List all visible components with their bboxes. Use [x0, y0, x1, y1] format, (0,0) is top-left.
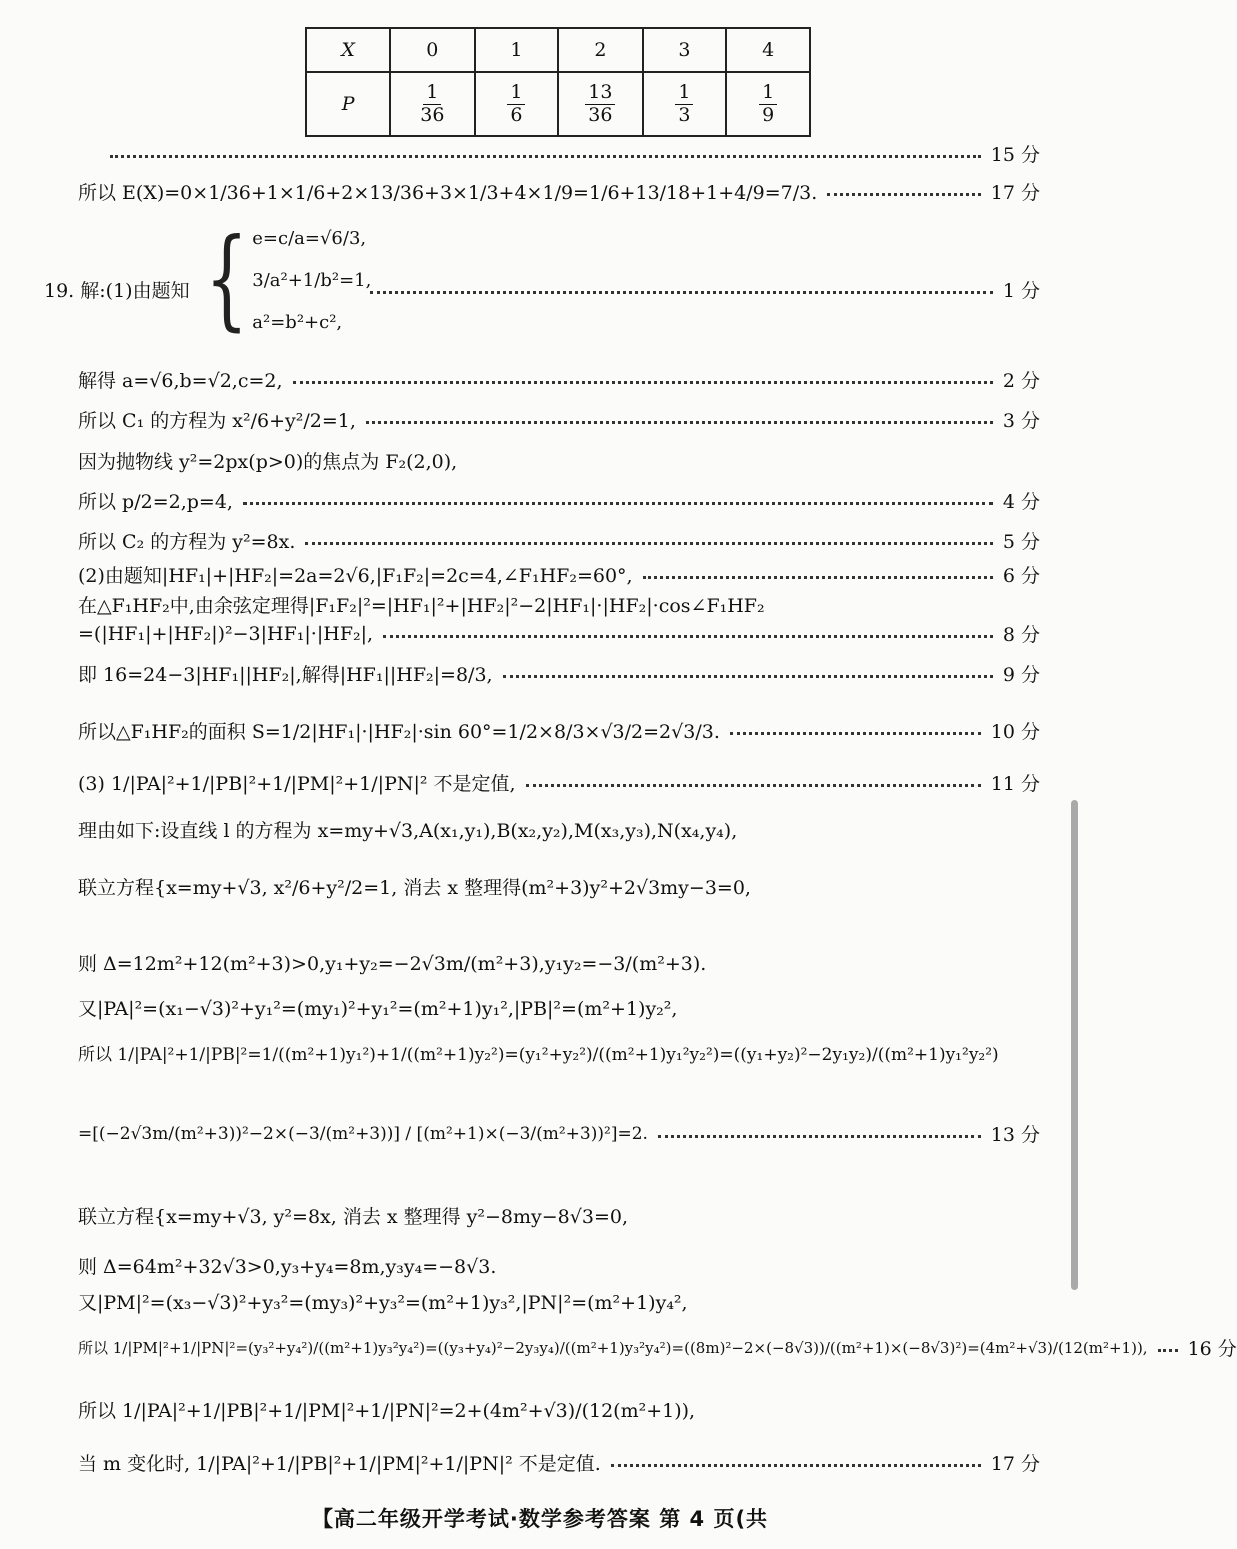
solution-line [78, 620, 1040, 647]
leader-dots [611, 1464, 981, 1467]
leader-dots [243, 502, 993, 505]
solution-line [78, 873, 1040, 900]
solution-line [360, 276, 1040, 303]
leader-dots [1158, 1349, 1178, 1352]
line-text: 解得 a=√6,b=√2,c=2, [78, 370, 283, 392]
table-cell [390, 72, 474, 136]
line-text: =(|HF₁|+|HF₂|)²−3|HF₁|·|HF₂|, [78, 622, 374, 645]
leader-dots [503, 675, 993, 678]
solution-line [78, 1202, 1040, 1229]
solution-line [78, 994, 1040, 1021]
line-text: 所以 C₂ 的方程为 y²=8x. [78, 531, 296, 553]
table-row [306, 72, 810, 136]
score-label: 10 分 [990, 721, 1040, 743]
solution-line [78, 1120, 1040, 1147]
line-text: 所以 C₁ 的方程为 x²/6+y²/2=1, [78, 410, 356, 432]
line-text: 又|PM|²=(x₃−√3)²+y₃²=(my₃)²+y₃²=(m²+1)y₃²,|PN|²=(m²+1)y₄², [78, 1292, 688, 1314]
line-text: 即 16=24−3|HF₁||HF₂|,解得|HF₁||HF₂|=8/3, [78, 664, 493, 686]
frac-num: 1 [507, 83, 525, 105]
line-text: 所以 1/|PM|²+1/|PN|²=(y₃²+y₄²)/((m²+1)y₃²y₄²)=((y₃+y₄)²−2y₃y₄)/((m²+1)y₃²y₄²)=((8m)²−2×(−8√3))/((m²+1)×(−8√3)²)=(4m²+√3)/(12(m²+1)), [78, 1339, 1148, 1357]
frac-den: 3 [678, 103, 691, 126]
leader-dots [370, 291, 993, 294]
score-label: 9 分 [1002, 664, 1040, 686]
score-label: 16 分 [1187, 1338, 1237, 1360]
solution-line [78, 816, 1040, 843]
solution-line [78, 1449, 1040, 1476]
score-label: 6 分 [1002, 565, 1040, 587]
solution-line [78, 591, 1040, 618]
frac-den: 36 [420, 103, 445, 126]
frac-num: 1 [423, 83, 441, 105]
solution-line [78, 487, 1040, 514]
line-text: 当 m 变化时, 1/|PA|²+1/|PB|²+1/|PM|²+1/|PN|² 不是定值. [78, 1453, 601, 1475]
solution-line [78, 717, 1040, 744]
score-label: 17 分 [990, 1453, 1040, 1475]
frac-den: 9 [762, 103, 775, 126]
line-text: 所以 E(X)=0×1/36+1×1/6+2×13/36+3×1/3+4×1/9=1/6+13/18+1+4/9=7/3. [78, 182, 818, 204]
leader-dots [383, 635, 993, 638]
line-text: 则 Δ=12m²+12(m²+3)>0,y₁+y₂=−2√3m/(m²+3),y₁y₂=−3/(m²+3). [78, 953, 707, 975]
line-text: 又|PA|²=(x₁−√3)²+y₁²=(my₁)²+y₁²=(m²+1)y₁²,|PB|²=(m²+1)y₂², [78, 998, 678, 1020]
score-label: 15 分 [990, 144, 1040, 166]
table-cell: 0 [390, 28, 474, 72]
table-cell [475, 72, 559, 136]
score-label: 3 分 [1002, 410, 1040, 432]
system-eq: e=c/a=√6/3, [252, 228, 367, 249]
equation-system [205, 218, 371, 344]
system-eq: a²=b²+c², [252, 312, 343, 333]
solution-line [78, 447, 1040, 474]
frac-num: 13 [585, 83, 615, 105]
solution-line [78, 366, 1040, 393]
leader-dots [293, 381, 993, 384]
leader-dots [658, 1135, 981, 1138]
line-text: 在△F₁HF₂中,由余弦定理得|F₁F₂|²=|HF₁|²+|HF₂|²−2|HF₁|·|HF₂|·cos∠F₁HF₂ [78, 595, 765, 617]
table-row [306, 28, 810, 72]
line-text: 所以 1/|PA|²+1/|PB|²+1/|PM|²+1/|PN|²=2+(4m²+√3)/(12(m²+1)), [78, 1400, 696, 1422]
solution-line [78, 949, 1040, 976]
leader-dots [643, 576, 993, 579]
score-label: 13 分 [990, 1124, 1040, 1146]
table-cell: 2 [558, 28, 642, 72]
leader-dots [366, 421, 993, 424]
solution-line [78, 769, 1040, 796]
leader-dots [305, 542, 992, 545]
score-label: 5 分 [1002, 531, 1040, 553]
table-cell [726, 72, 810, 136]
brace-icon: { [205, 217, 249, 344]
leader-dots [526, 784, 981, 787]
solution-line [78, 406, 1040, 433]
line-text: (3) 1/|PA|²+1/|PB|²+1/|PM|²+1/|PN|² 不是定值, [78, 773, 516, 795]
solution-line [78, 1040, 1040, 1065]
score-label: 4 分 [1002, 491, 1040, 513]
page-footer: 【高二年级开学考试·数学参考答案 第 4 页(共 [311, 1507, 769, 1531]
score-label: 8 分 [1002, 624, 1040, 646]
frac-num: 1 [675, 83, 693, 105]
leader-dots [827, 193, 981, 196]
solution-line [78, 1396, 1040, 1423]
solution-line [78, 561, 1040, 588]
table-cell: 4 [726, 28, 810, 72]
table-cell [643, 72, 727, 136]
line-text: 所以 1/|PA|²+1/|PB|²=1/((m²+1)y₁²)+1/((m²+1)y₂²)=(y₁²+y₂²)/((m²+1)y₁²y₂²)=((y₁+y₂)²−2y₁y₂)/((m²+1)y₁²y₂²) [78, 1045, 999, 1065]
solution-line [78, 1288, 1040, 1315]
system-eq: 3/a²+1/b²=1, [252, 270, 372, 291]
frac-den: 36 [588, 103, 613, 126]
table-cell: 1 [475, 28, 559, 72]
score-label: 1 分 [1002, 280, 1040, 302]
frac-den: 6 [510, 103, 523, 126]
frac-num: 1 [759, 83, 777, 105]
leader-dots [110, 155, 981, 158]
solution-line [78, 1252, 1040, 1279]
line-text: =[(−2√3m/(m²+3))²−2×(−3/(m²+3))] / [(m²+1)×(−3/(m²+3))²]=2. [78, 1123, 648, 1144]
line-text: 联立方程{x=my+√3, x²/6+y²/2=1, 消去 x 整理得(m²+3)y²+2√3my−3=0, [78, 877, 751, 899]
table-cell: 3 [643, 28, 727, 72]
line-text: 则 Δ=64m²+32√3>0,y₃+y₄=8m,y₃y₄=−8√3. [78, 1256, 497, 1278]
line-text: (2)由题知|HF₁|+|HF₂|=2a=2√6,|F₁F₂|=2c=4,∠F₁HF₂=60°, [78, 565, 633, 587]
score-label: 11 分 [990, 773, 1040, 795]
solution-line [78, 1334, 1237, 1361]
question-19-label: 19. 解:(1)由题知 [44, 280, 190, 302]
table-cell: P [306, 72, 390, 136]
leader-dots [730, 732, 981, 735]
solution-line [78, 660, 1040, 687]
distribution-table [305, 27, 811, 137]
line-text: 因为抛物线 y²=2px(p>0)的焦点为 F₂(2,0), [78, 451, 458, 473]
table-cell: X [306, 28, 390, 72]
line-text: 联立方程{x=my+√3, y²=8x, 消去 x 整理得 y²−8my−8√3=0, [78, 1206, 629, 1228]
line-text: 所以 p/2=2,p=4, [78, 491, 233, 513]
score-label: 17 分 [990, 182, 1040, 204]
solution-line [78, 527, 1040, 554]
table-cell [558, 72, 642, 136]
line-text: 理由如下:设直线 l 的方程为 x=my+√3,A(x₁,y₁),B(x₂,y₂),M(x₃,y₃),N(x₄,y₄), [78, 820, 738, 842]
solution-line [100, 140, 1040, 167]
line-text: 所以△F₁HF₂的面积 S=1/2|HF₁|·|HF₂|·sin 60°=1/2×8/3×√3/2=2√3/3. [78, 721, 720, 743]
solution-line [78, 178, 1040, 205]
score-label: 2 分 [1002, 370, 1040, 392]
scrollbar-thumb[interactable] [1071, 800, 1078, 1290]
